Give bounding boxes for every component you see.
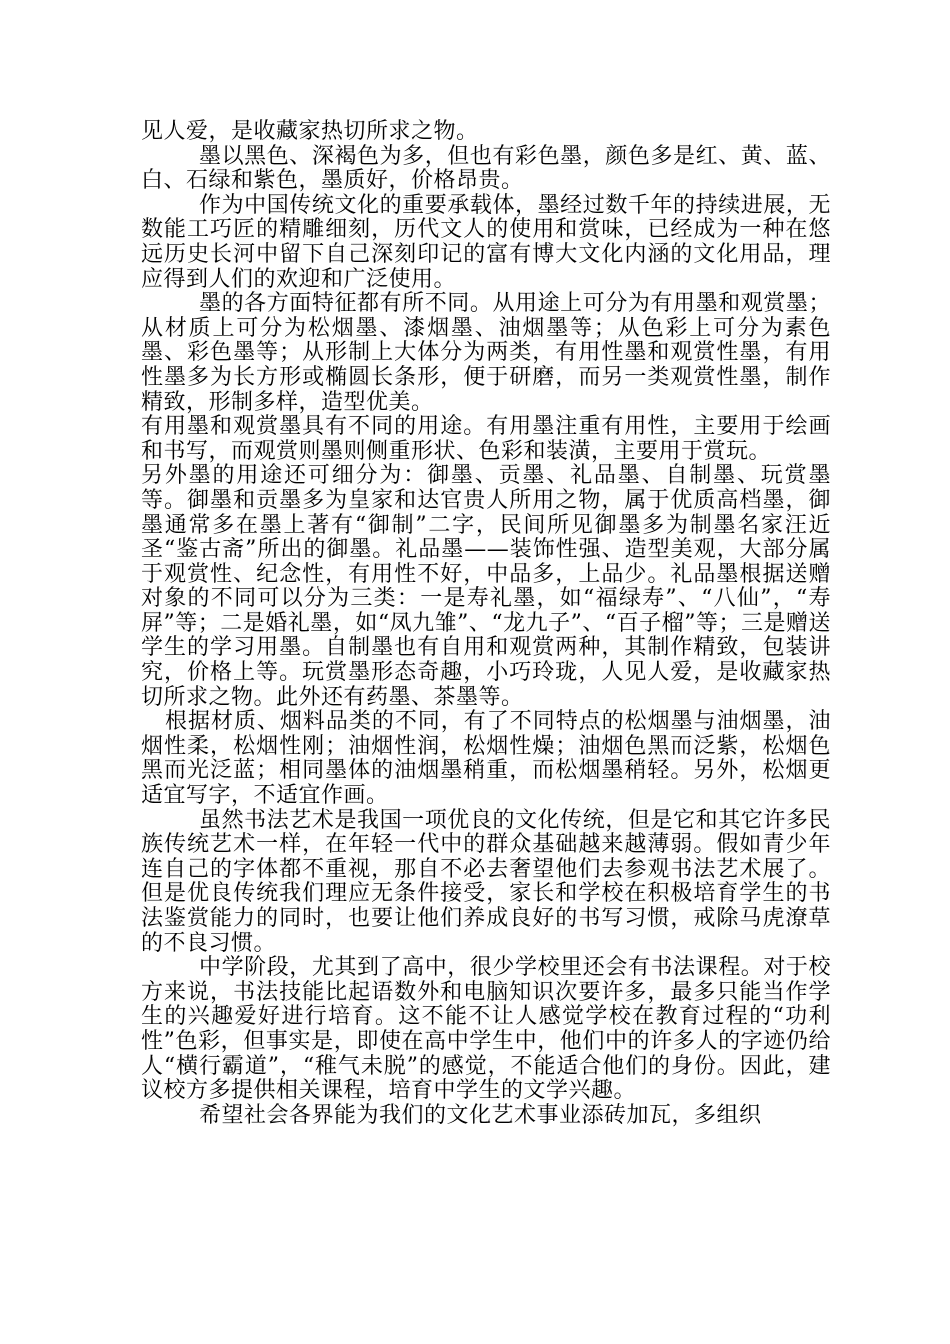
paragraph-3: 作为中国传统文化的重要承载体，墨经过数千年的持续进展，无数能工巧匠的精雕细刻，历代文人的使用和赏味，已经成为一种在悠远历史长河中留下自己深刻印记的富有博大文化内涵的文化用品，理应得到人们的欢迎和广泛使用。 (141, 192, 831, 292)
paragraph-10: 希望社会各界能为我们的文化艺术事业添砖加瓦，多组织 (199, 1102, 762, 1128)
paragraph-7: 根据材质、烟料品类的不同，有了不同特点的松烟墨与油烟墨，油烟性柔，松烟性刚；油烟性润，松烟性燥；油烟色黑而泛紫，松烟色黑而光泛蓝；相同墨体的油烟墨稍重，而松烟墨稍轻。另外，松烟更适宜写字，不适宜作画。 (141, 709, 831, 809)
paragraph-4: 墨的各方面特征都有所不同。从用途上可分为有用墨和观赏墨；从材质上可分为松烟墨、漆烟墨、油烟墨等；从色彩上可分为素色墨、彩色墨等；从形制上大体分为两类，有用性墨和观赏性墨，有用性墨多为长方形或椭圆长条形，便于研磨，而另一类观赏性墨，制作精致，形制多样，造型优美。 (141, 291, 831, 415)
paragraph-5: 有用墨和观赏墨具有不同的用途。有用墨注重有用性，主要用于绘画和书写，而观赏则墨则侧重形状、色彩和装潢，主要用于赏玩。 (141, 414, 831, 464)
paragraph-8: 虽然书法艺术是我国一项优良的文化传统，但是它和其它许多民族传统艺术一样，在年轻一代中的群众基础越来越薄弱。假如青少年连自己的字体都不重视，那自不必去奢望他们去参观书法艺术展了。但是优良传统我们理应无条件接受，家长和学校在积极培育学生的书法鉴赏能力的同时，也要让他们养成良好的书写习惯，戒除马虎潦草的不良习惯。 (141, 807, 831, 956)
paragraph-1: 见人爱，是收藏家热切所求之物。 (141, 119, 479, 144)
paragraph-9: 中学阶段，尤其到了高中，很少学校里还会有书法课程。对于校方来说，书法技能比起语数外和电脑知识次要许多，最多只能当作学生的兴趣爱好进行培育。这不能不让人感觉学校在教育过程的“功利性”色彩，但事实是，即使在高中学生中，他们中的许多人的字迹仍给人“横行霸道”，“稚气未脱”的感觉，不能适合他们的身份。因此，建议校方多提供相关课程，培育中学生的文学兴趣。 (141, 955, 831, 1104)
paragraph-2: 墨以黑色、深褐色为多，但也有彩色墨，颜色多是红、黄、蓝、白、石绿和紫色，墨质好，价格昂贵。 (141, 143, 831, 194)
paragraph-6: 另外墨的用途还可细分为：御墨、贡墨、礼品墨、自制墨、玩赏墨等。御墨和贡墨多为皇家和达官贵人所用之物，属于优质高档墨，御墨通常多在墨上著有“御制”二字，民间所见御墨多为制墨名家汪近圣“鉴古斋”所出的御墨。礼品墨——装饰性强、造型美观，大部分属于观赏性、纪念性，有用性不好，中品多，上品少。礼品墨根据送赠对象的不同可以分为三类：一是寿礼墨，如“福绿寿”、“八仙”，“寿屏”等；二是婚礼墨，如“凤九雏”、“龙九子”、“百子榴”等；三是赠送学生的学习用墨。自制墨也有自用和观赏两种，其制作精致，包装讲究，价格上等。玩赏墨形态奇趣，小巧玲珑，人见人爱，是收藏家热切所求之物。此外还有药墨、茶墨等。 (141, 463, 831, 710)
document-body (141, 120, 831, 1128)
